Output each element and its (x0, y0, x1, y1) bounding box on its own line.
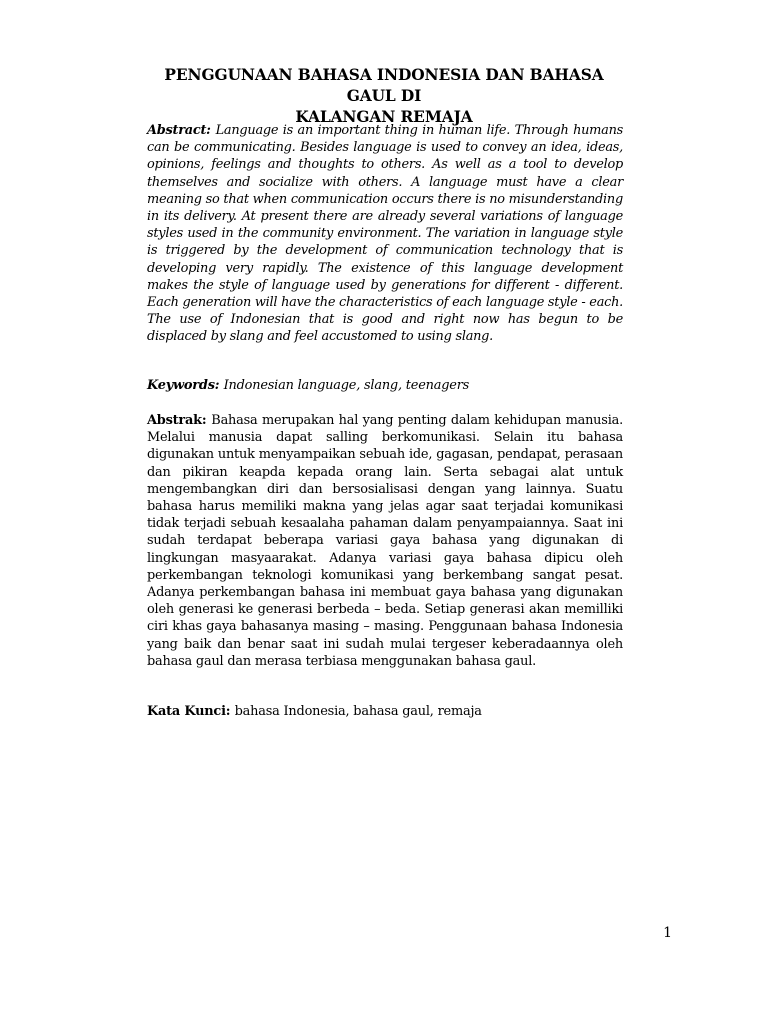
abstract-indonesian (147, 412, 623, 670)
keywords-indonesian-text: bahasa Indonesia, bahasa gaul, remaja (234, 704, 482, 719)
paper-title (140, 65, 628, 128)
abstract-indonesian-text: Bahasa merupakan hal yang penting dalam kehidupan manusia. Melalui manusia dapat salling berkomunikasi. Selain itu bahasa digunakan untuk menyampaikan sebuah ide, gagasan, pendapat, perasaan dan pikiran keapda kepada orang lain. Serta sebagai alat untuk mengembangkan diri dan bersosialisasi dengan yang lainnya. Suatu bahasa harus memiliki makna yang jelas agar saat terjadai komunikasi tidak terjadi sebuah kesaalaha pahaman dalam penyampaiannya. Saat ini sudah terdapat beberapa variasi gaya bahasa yang digunakan di lingkungan masyaarakat. Adanya variasi gaya bahasa dipicu oleh perkembangan teknologi komunikasi yang berkembang sangat pesat. Adanya perkembangan bahasa ini membuat gaya bahasa yang digunakan oleh generasi ke generasi berbeda – beda. Setiap generasi akan memilliki ciri khas gaya bahasanya masing – masing. Penggunaan bahasa Indonesia yang baik dan benar saat ini sudah mulai tergeser keberadaannya oleh bahasa gaul dan merasa terbiasa menggunakan bahasa gaul. (147, 413, 623, 669)
keywords-english-label: Keywords: (147, 378, 224, 393)
keywords-english (147, 377, 623, 394)
keywords-indonesian (147, 703, 623, 720)
page-number: 1 (663, 925, 672, 941)
abstract-english (147, 122, 623, 346)
keywords-english-text: Indonesian language, slang, teenagers (223, 378, 470, 393)
paper-title-line-2: KALANGAN REMAJA (295, 108, 473, 126)
abstract-english-text: Language is an important thing in human life. Through humans can be communicating. Besides language is used to convey an idea, ideas, opinions, feelings and thoughts to others. As well as a tool to develop themselves and socialize with others. A language must have a clear meaning so that when communication occurs there is no misunderstanding in its delivery. At present there are already several variations of language styles used in the community environment. The variation in language style is triggered by the development of communication technology that is developing very rapidly. The existence of this language development makes the style of language used by generations for different - different. Each generation will have the characteristics of each language style - each. The use of Indonesian that is good and right now has begun to be displaced by slang and feel accustomed to using slang. (147, 123, 624, 345)
paper-title-line-1: PENGGUNAAN BAHASA INDONESIA DAN BAHASA GAUL DI (164, 66, 604, 105)
abstract-indonesian-label: Abstrak: (147, 413, 212, 428)
keywords-indonesian-label: Kata Kunci: (147, 704, 235, 719)
abstract-english-label: Abstract: (147, 123, 216, 138)
